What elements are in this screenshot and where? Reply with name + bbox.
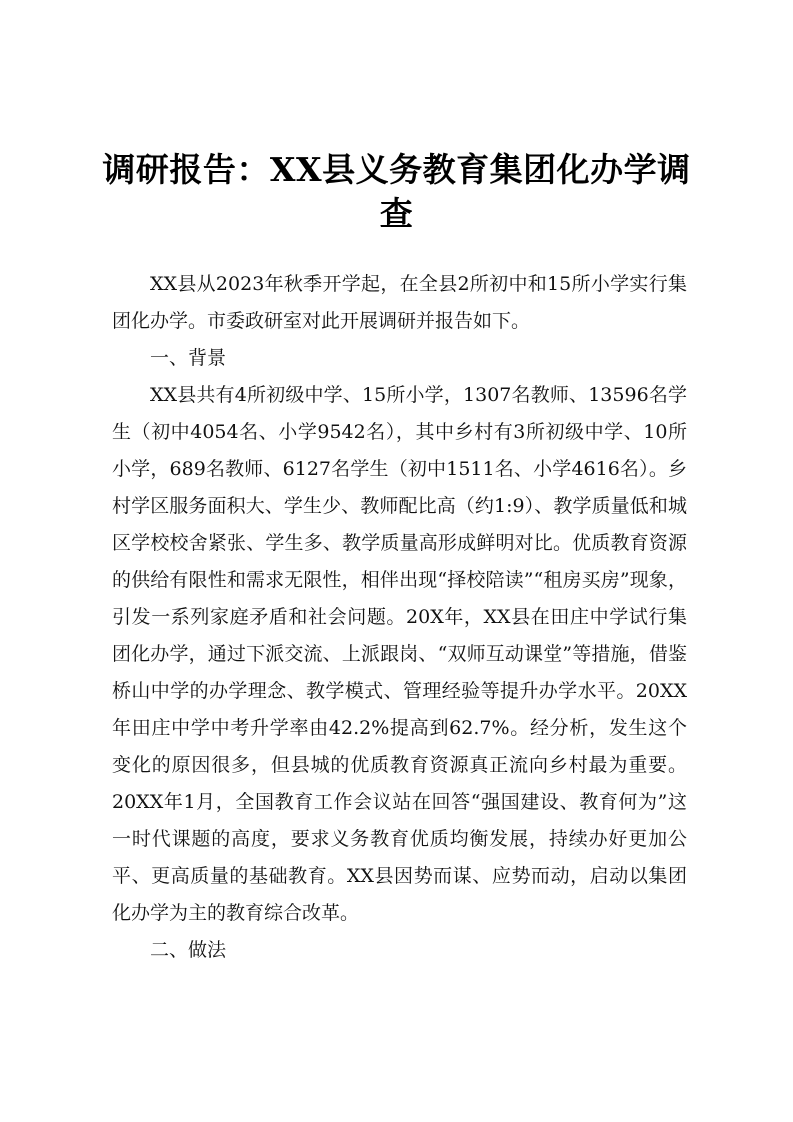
section-heading-methods: 二、做法 — [150, 939, 227, 961]
section-heading-background: 一、背景 — [150, 347, 227, 369]
paragraph-intro: XX县从2023年秋季开学起，在全县2所初中和15所小学实行集团化办学。市委政研室对此开展调研并报告如下。 — [112, 273, 687, 332]
paragraph-background: XX县共有4所初级中学、15所小学，1307名教师、13596名学生（初中4054名、小学9542名），其中乡村有3所初级中学、10所小学，689名教师、6127名学生（初中1511名、小学4616名）。乡村学区服务面积大、学生少、教师配比高（约1:9）、教学质量低和城区学校校舍紧张、学生多、教学质量高形成鲜明对比。优质教育资源的供给有限性和需求无限性，相伴出现“择校陪读”“租房买房”现象，引发一系列家庭矛盾和社会问题。20X年，XX县在田庄中学试行集团化办学，通过下派交流、上派跟岗、“双师互动课堂”等措施，借鉴桥山中学的办学理念、教学模式、管理经验等提升办学水平。20XX年田庄中学中考升学率由42.2%提高到62.7%。经分析，发生这个变化的原因很多，但县城的优质教育资源真正流向乡村最为重要。20XX年1月，全国教育工作会议站在回答“强国建设、教育何为”这一时代课题的高度，要求义务教育优质均衡发展，持续办好更加公平、更高质量的基础教育。XX县因势而谋、应势而动，启动以集团化办学为主的教育综合改革。 — [112, 384, 687, 924]
document-title: 调研报告：XX县义务教育集团化办学调查 — [102, 150, 691, 233]
document-body — [112, 266, 687, 969]
